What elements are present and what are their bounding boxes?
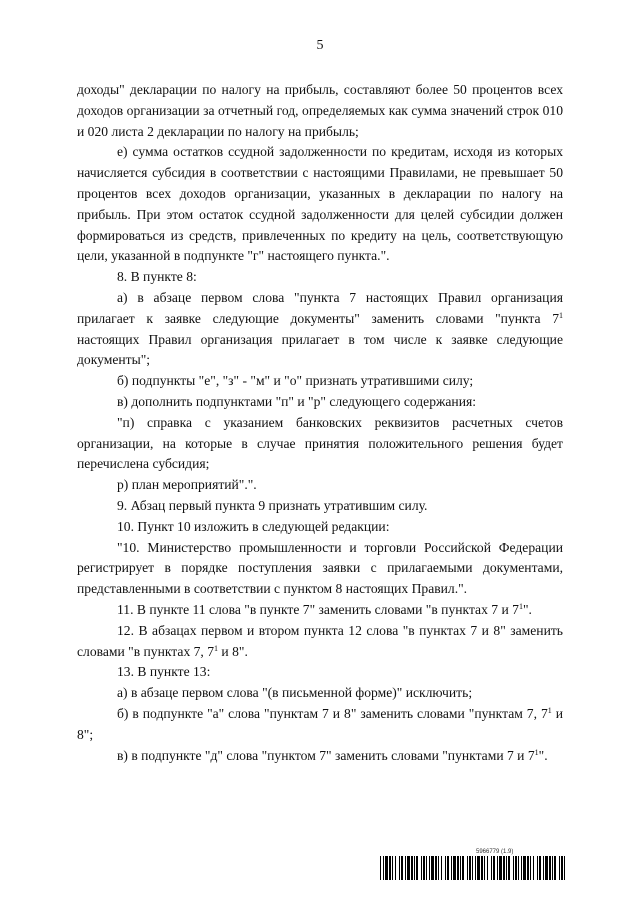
text-part: б) в подпункте "а" слова "пунктам 7 и 8" заменить словами "пунктам 7, 7 <box>117 705 548 721</box>
barcode-block <box>380 848 566 887</box>
paragraph-subitem-r: р) план мероприятий".". <box>117 477 257 493</box>
text-part: настоящих Правил организация прилагает в том числе к заявке следующие документы"; <box>77 331 563 368</box>
paragraph-item-11 <box>77 600 563 621</box>
barcode-caption: 5966779 (1.9) <box>476 849 514 855</box>
text-part: 11. В пункте 11 слова "в пункте 7" заменить словами "в пунктах 7 и 7 <box>117 601 519 617</box>
superscript: 1 <box>534 747 539 757</box>
paragraph-item-13-a: а) в абзаце первом слова "(в письменной форме)" исключить; <box>117 685 473 701</box>
page-number: 5 <box>316 38 324 53</box>
paragraph-item-8: 8. В пункте 8: <box>117 269 197 285</box>
paragraph-item-10-text: "10. Министерство промышленности и торговли Российской Федерации регистрирует в порядке поступления заявки с прилагаемыми документами, представленными в соответствии с пунктом 8 настоящих Правил.". <box>77 539 563 597</box>
paragraph-item-8-v: в) дополнить подпунктами "п" и "р" следующего содержания: <box>117 393 477 409</box>
paragraph-item-12 <box>77 621 563 663</box>
document-body <box>77 80 563 766</box>
paragraph-item-8-a <box>77 288 563 371</box>
superscript: 1 <box>547 705 552 715</box>
paragraph-item-13: 13. В пункте 13: <box>117 664 211 680</box>
superscript: 1 <box>214 643 219 653</box>
text-part: и 8". <box>218 643 248 659</box>
paragraph-item-13-v <box>77 746 563 767</box>
superscript: 1 <box>518 601 523 611</box>
text-part: ". <box>522 601 532 617</box>
text-part: и 8"; <box>77 705 563 742</box>
paragraph-subitem-e: е) сумма остатков ссудной задолженности по кредитам, исходя из которых начисляется субсидия в соответствии с настоящими Правилами, не превышает 50 процентов всех доходов организации, указанных в декларации по налогу на прибыль. При этом остаток ссудной задолженности для целей субсидии должен формироваться из средств, привлеченных по кредиту на цель, соответствующую цели, указанной в подпункте "г" настоящего пункта.". <box>77 144 563 264</box>
superscript: 1 <box>559 310 563 320</box>
text-part: а) в абзаце первом слова "пункта 7 настоящих Правил организация прилагает к заявке следующие документы" заменить словами "пункта 7 <box>77 289 563 326</box>
text-part: ". <box>538 747 548 763</box>
text-part: 12. В абзацах первом и втором пункта 12 слова "в пунктах 7 и 8" заменить словами "в пунктах 7, 7 <box>77 622 563 659</box>
paragraph-item-10: 10. Пункт 10 изложить в следующей редакции: <box>117 518 390 534</box>
paragraph-subitem-p: "п) справка с указанием банковских реквизитов расчетных счетов организации, на которые в случае принятия положительного решения будет перечислена субсидия; <box>77 414 563 472</box>
text-part: в) в подпункте "д" слова "пунктом 7" заменить словами "пунктами 7 и 7 <box>117 747 535 763</box>
paragraph-continuation: доходы" декларации по налогу на прибыль, составляют более 50 процентов всех доходов организации за отчетный год, определяемых как сумма значений строк 010 и 020 листа 2 декларации по налогу на прибыль; <box>77 82 563 139</box>
barcode-icon <box>380 856 566 880</box>
paragraph-item-8-b: б) подпункты "е", "з" - "м" и "о" признать утратившими силу; <box>117 373 474 389</box>
paragraph-item-13-b <box>77 704 563 746</box>
paragraph-item-9: 9. Абзац первый пункта 9 признать утратившим силу. <box>117 497 428 513</box>
